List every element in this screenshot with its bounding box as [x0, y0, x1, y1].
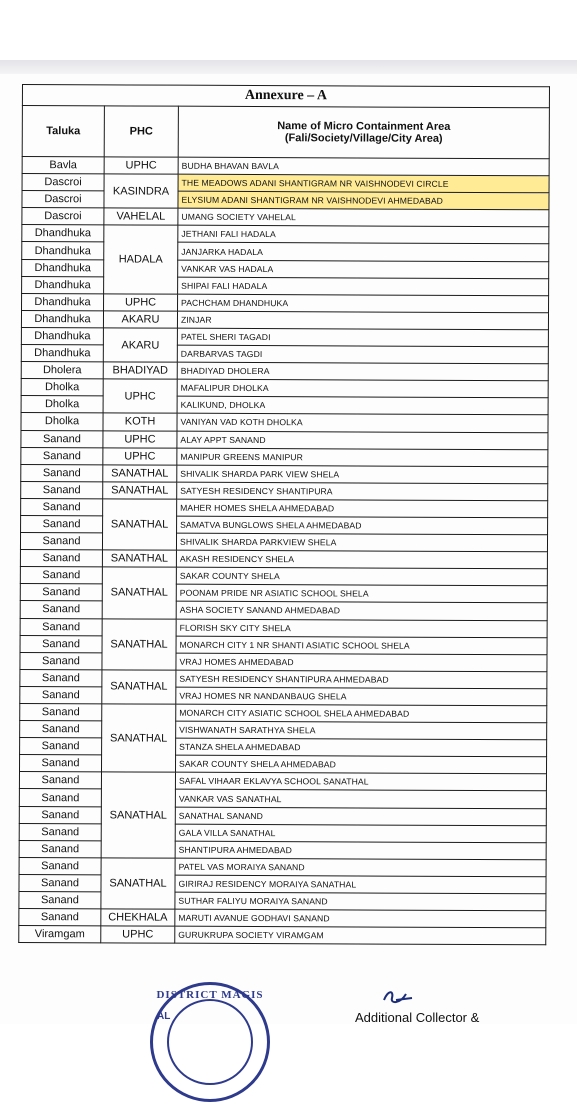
area-cell: MONARCH CITY ASIATIC SCHOOL SHELA AHMEDABAD [176, 704, 547, 723]
area-cell: PATEL SHERI TAGADI [177, 328, 548, 347]
phc-cell: SANATHAL [101, 772, 175, 858]
phc-cell: SANATHAL [102, 567, 176, 619]
table-row [19, 926, 546, 945]
taluka-cell: Dholera [21, 362, 103, 379]
phc-cell: SANATHAL [103, 482, 177, 499]
area-cell: SAFAL VIHAAR EKLAVYA SCHOOL SANATHAL [175, 773, 546, 792]
taluka-cell: Sanand [20, 618, 102, 635]
taluka-cell: Dhandhuka [21, 327, 103, 344]
area-cell: GIRIRAJ RESIDENCY MORAIYA SANATHAL [175, 875, 546, 894]
taluka-cell: Sanand [20, 635, 102, 652]
seal-inner-ring [167, 999, 253, 1085]
phc-cell: SANATHAL [102, 550, 176, 567]
area-cell: SAKAR COUNTY SHELA [176, 567, 547, 586]
area-cell: VISHWANATH SARATHYA SHELA [176, 721, 547, 740]
area-cell: VANKAR VAS HADALA [178, 260, 549, 279]
taluka-cell: Dascroi [22, 174, 104, 191]
taluka-cell: Dholka [21, 379, 103, 396]
area-cell: ASHA SOCIETY SANAND AHMEDABAD [176, 602, 547, 621]
phc-cell: AKARU [103, 311, 177, 328]
area-cell: GALA VILLA SANATHAL [175, 824, 546, 843]
taluka-cell: Sanand [21, 481, 103, 498]
taluka-cell: Sanand [19, 789, 101, 806]
area-cell-highlighted: THE MEADOWS ADANI SHANTIGRAM NR VAISHNODEVI CIRCLE [178, 174, 549, 193]
area-cell: FLORISH SKY CITY SHELA [176, 619, 547, 638]
area-cell: SATYESH RESIDENCY SHANTIPURA AHMEDABAD [176, 670, 547, 689]
annexure-title: Annexure – A [22, 85, 549, 108]
area-cell: VRAJ HOMES AHMEDABAD [176, 653, 547, 672]
area-cell: POONAM PRIDE NR ASIATIC SCHOOL SHELA [176, 585, 547, 604]
screenshot-top-band [0, 60, 577, 74]
area-cell: PACHCHAM DHANDHUKA [178, 294, 549, 313]
phc-cell: HADALA [104, 225, 178, 294]
area-cell: SUTHAR FALIYU MORAIYA SANAND [175, 892, 546, 911]
taluka-cell: Sanand [20, 533, 102, 550]
area-cell: VANIYAN VAD KOTH DHOLKA [177, 414, 548, 433]
area-cell: UMANG SOCIETY VAHELAL [178, 208, 549, 227]
area-cell: MAFALIPUR DHOLKA [177, 379, 548, 398]
phc-cell: UPHC [103, 379, 177, 414]
taluka-cell: Sanand [21, 515, 103, 532]
taluka-cell: Sanand [21, 498, 103, 515]
taluka-cell: Sanand [19, 823, 101, 840]
taluka-cell: Sanand [21, 430, 103, 447]
taluka-cell: Sanand [19, 755, 101, 772]
taluka-cell: Viramgam [19, 926, 101, 943]
taluka-cell: Sanand [19, 892, 101, 909]
phc-cell: UPHC [101, 926, 175, 943]
phc-cell: SANATHAL [102, 499, 176, 551]
area-cell: PATEL VAS MORAIYA SANAND [175, 858, 546, 877]
phc-cell: VAHELAL [104, 208, 178, 225]
taluka-cell: Dholka [21, 413, 103, 430]
taluka-cell: Dhandhuka [21, 310, 103, 327]
area-cell: DARBARVAS TAGDI [177, 345, 548, 364]
area-cell: MAHER HOMES SHELA AHMEDABAD [177, 499, 548, 518]
area-cell: AKASH RESIDENCY SHELA [176, 550, 547, 569]
taluka-cell: Dhandhuka [22, 276, 104, 293]
area-cell: MANIPUR GREENS MANIPUR [177, 448, 548, 467]
taluka-cell: Sanand [20, 738, 102, 755]
taluka-cell: Sanand [19, 772, 101, 789]
phc-cell: AKARU [103, 328, 177, 363]
phc-cell: BHADIYAD [103, 362, 177, 379]
phc-cell: UPHC [103, 447, 177, 464]
signature-caption: Additional Collector & [355, 1010, 480, 1025]
area-cell: SAMATVA BUNGLOWS SHELA AHMEDABAD [177, 516, 548, 535]
taluka-cell: Sanand [19, 909, 101, 926]
area-cell: STANZA SHELA AHMEDABAD [176, 738, 547, 757]
taluka-cell: Sanand [20, 567, 102, 584]
area-cell: KALIKUND, DHOLKA [177, 396, 548, 415]
taluka-cell: Sanand [20, 703, 102, 720]
phc-cell: UPHC [103, 430, 177, 447]
phc-cell: SANATHAL [101, 704, 175, 773]
phc-cell: SANATHAL [102, 670, 176, 705]
taluka-cell: Sanand [19, 806, 101, 823]
seal-side-text: AL [157, 1011, 171, 1022]
area-cell: ALAY APPT SANAND [177, 431, 548, 450]
area-cell: JETHANI FALI HADALA [178, 226, 549, 245]
signature-mark [380, 986, 416, 1010]
taluka-cell: Dascroi [22, 191, 104, 208]
header-area-line2: (Fali/Society/Village/City Area) [284, 132, 443, 145]
area-cell: SATYESH RESIDENCY SHANTIPURA [177, 482, 548, 501]
taluka-cell: Dhandhuka [22, 293, 104, 310]
containment-table [18, 84, 550, 946]
area-cell: SHIVALIK SHARDA PARK VIEW SHELA [177, 465, 548, 484]
area-cell: VRAJ HOMES NR NANDANBAUG SHELA [176, 687, 547, 706]
phc-cell: SANATHAL [103, 465, 177, 482]
taluka-cell: Sanand [20, 550, 102, 567]
taluka-cell: Sanand [19, 840, 101, 857]
taluka-cell: Sanand [21, 464, 103, 481]
area-cell: GURUKRUPA SOCIETY VIRAMGAM [175, 926, 546, 945]
area-cell: SAKAR COUNTY SHELA AHMEDABAD [175, 755, 546, 774]
header-phc: PHC [104, 106, 178, 157]
area-cell: BHADIYAD DHOLERA [177, 362, 548, 381]
phc-cell: KOTH [103, 413, 177, 430]
taluka-cell: Dascroi [22, 208, 104, 225]
phc-cell: UPHC [104, 294, 178, 311]
phc-cell: CHEKHALA [101, 909, 175, 926]
phc-cell: SANATHAL [101, 858, 175, 910]
taluka-cell: Sanand [20, 652, 102, 669]
taluka-cell: Dhandhuka [22, 259, 104, 276]
area-cell-highlighted: ELYSIUM ADANI SHANTIGRAM NR VAISHNODEVI AHMEDABAD [178, 191, 549, 210]
area-cell: SHIPAI FALI HADALA [178, 277, 549, 296]
area-cell: JANJARKA HADALA [178, 243, 549, 262]
taluka-cell: Sanand [20, 601, 102, 618]
district-magistrate-seal [150, 982, 270, 1102]
table-body [19, 157, 549, 946]
area-cell: BUDHA BHAVAN BAVLA [178, 157, 549, 176]
header-area-line1: Name of Micro Containment Area [277, 120, 451, 133]
area-cell: ZINJAR [177, 311, 548, 330]
taluka-cell: Sanand [21, 447, 103, 464]
area-cell: SHIVALIK SHARDA PARKVIEW SHELA [176, 533, 547, 552]
taluka-cell: Sanand [19, 874, 101, 891]
taluka-cell: Dholka [21, 396, 103, 413]
header-area [178, 106, 549, 159]
taluka-cell: Dhandhuka [21, 345, 103, 362]
area-cell: MARUTI AVANUE GODHAVI SANAND [175, 909, 546, 928]
seal-text: DISTRICT MAGIS [156, 989, 264, 1001]
taluka-cell: Sanand [20, 669, 102, 686]
taluka-cell: Dhandhuka [22, 242, 104, 259]
taluka-cell: Sanand [19, 857, 101, 874]
phc-cell: KASINDRA [104, 174, 178, 209]
taluka-cell: Dhandhuka [22, 225, 104, 242]
header-taluka: Taluka [22, 106, 104, 157]
taluka-cell: Sanand [20, 686, 102, 703]
taluka-cell: Sanand [20, 721, 102, 738]
area-cell: MONARCH CITY 1 NR SHANTI ASIATIC SCHOOL SHELA [176, 636, 547, 655]
area-cell: SANATHAL SANAND [175, 807, 546, 826]
taluka-cell: Bavla [22, 157, 104, 174]
area-cell: SHANTIPURA AHMEDABAD [175, 841, 546, 860]
area-cell: VANKAR VAS SANATHAL [175, 790, 546, 809]
phc-cell: UPHC [104, 157, 178, 174]
phc-cell: SANATHAL [102, 618, 176, 670]
taluka-cell: Sanand [20, 584, 102, 601]
